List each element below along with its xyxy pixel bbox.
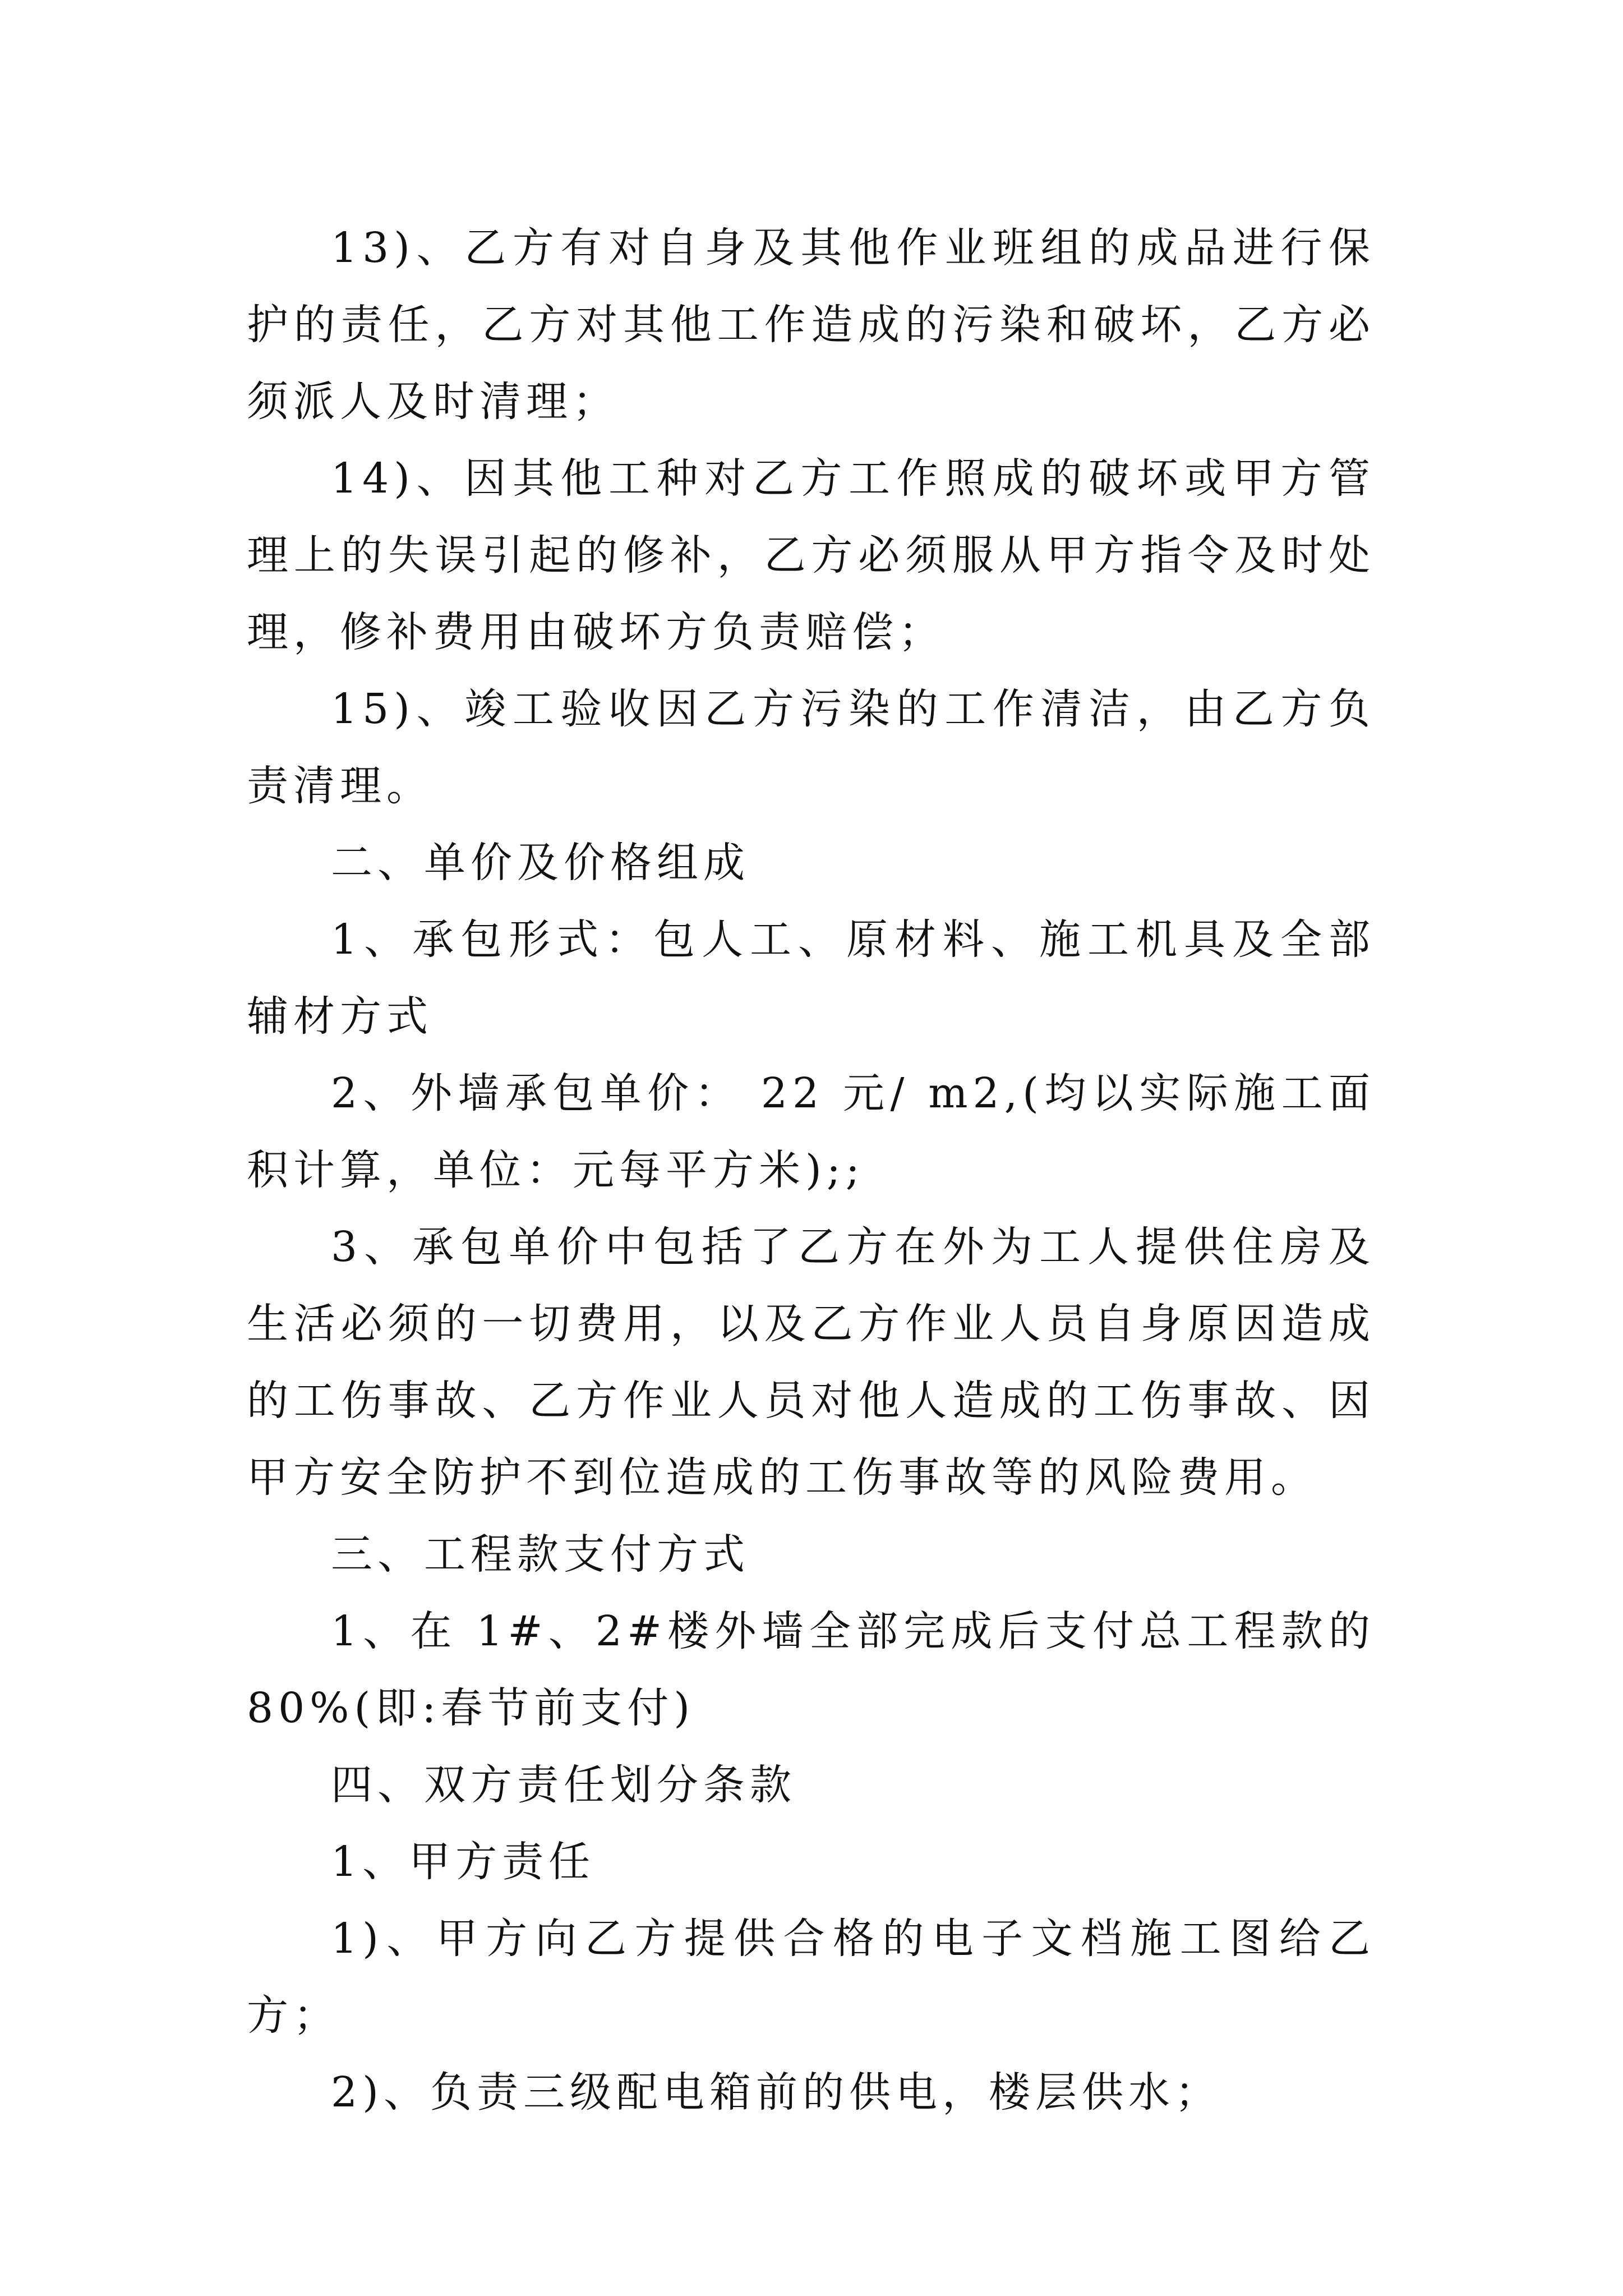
paragraph-unit-price: 2、外墙承包单价： 22 元/ m2,(均以实际施工面积计算，单位：元每平方米);; [247, 1069, 1375, 1194]
section-heading-payment: 三、工程款支付方式 [331, 1530, 750, 1579]
paragraph-contract-form: 1、承包形式：包人工、原材料、施工机具及全部辅材方式 [247, 915, 1375, 1041]
paragraph-item-14: 14)、因其他工种对乙方工作照成的破坏或甲方管理上的失误引起的修补，乙方必须服从甲方指令及时处理，修补费用由破坏方负责赔偿； [247, 454, 1375, 656]
paragraph-party-a-item-1: 1)、甲方向乙方提供合格的电子文档施工图给乙方； [247, 1915, 1375, 2040]
paragraph-item-13: 13)、乙方有对自身及其他作业班组的成品进行保护的责任，乙方对其他工作造成的污染和破坏，乙方必须派人及时清理； [247, 224, 1375, 426]
paragraph-item-15: 15)、竣工验收因乙方污染的工作清洁，由乙方负责清理。 [247, 685, 1375, 810]
subsection-heading-party-a: 1、甲方责任 [331, 1838, 596, 1886]
section-heading-responsibilities: 四、双方责任划分条款 [331, 1761, 796, 1809]
document-page [247, 210, 1375, 2131]
section-heading-price: 二、单价及价格组成 [331, 839, 750, 887]
paragraph-price-inclusions: 3、承包单价中包括了乙方在外为工人提供住房及生活必须的一切费用，以及乙方作业人员自身原因造成的工伤事故、乙方作业人员对他人造成的工伤事故、因甲方安全防护不到位造成的工伤事故等的风险费用。 [247, 1223, 1375, 1502]
paragraph-payment-terms: 1、在 1#、2#楼外墙全部完成后支付总工程款的 80%(即:春节前支付) [247, 1607, 1375, 1732]
paragraph-party-a-item-2: 2)、负责三级配电箱前的供电，楼层供水； [331, 2068, 1221, 2116]
